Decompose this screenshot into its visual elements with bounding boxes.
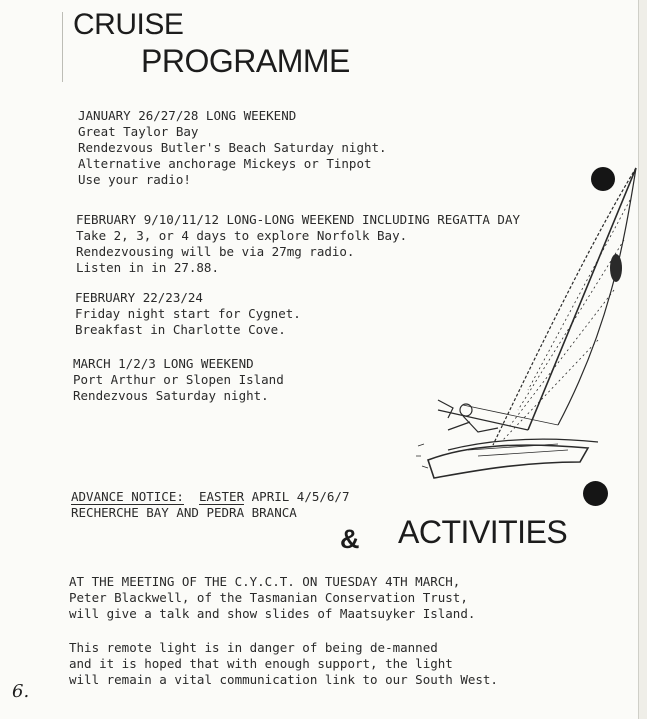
cruise-heading: FEBRUARY 22/23/24 (75, 290, 203, 305)
sail-seam (518, 240, 624, 410)
sail-seam (528, 200, 630, 390)
sail-seam (503, 340, 598, 440)
title-programme: PROGRAMME (141, 43, 350, 79)
activities-title: ACTIVITIES (398, 514, 568, 550)
cruise-line: Use your radio! (78, 172, 191, 187)
ampersand: & (340, 524, 359, 554)
sail-seam (508, 290, 614, 428)
meeting-line: AT THE MEETING OF THE C.Y.C.T. ON TUESDAY 4TH MARCH, (69, 574, 461, 589)
remote-line: and it is hoped that with enough support, the light (69, 656, 453, 671)
sail-outline (558, 168, 636, 425)
cruise-heading: MARCH 1/2/3 LONG WEEKEND (73, 356, 254, 371)
cruise-heading: FEBRUARY 9/10/11/12 LONG-LONG WEEKEND INCLUDING REGATTA DAY (76, 212, 521, 227)
cruise-line: Rendezvous Saturday night. (73, 388, 269, 403)
advance-notice-dates: APRIL 4/5/6/7 (251, 489, 350, 504)
remote-line: This remote light is in danger of being de-manned (69, 640, 438, 655)
meeting-line: will give a talk and show slides of Maatsuyker Island. (69, 606, 476, 621)
cruise-line: Breakfast in Charlotte Cove. (75, 322, 286, 337)
cruise-line: Great Taylor Bay (78, 124, 199, 139)
margin-mark (62, 12, 63, 82)
cruise-line: Take 2, 3, or 4 days to explore Norfolk Bay. (76, 228, 408, 243)
advance-notice-event: EASTER (198, 489, 245, 504)
page-number-mark: 6. (12, 681, 30, 702)
cruise-line: Alternative anchorage Mickeys or Tinpot (78, 156, 372, 171)
cruise-line: Friday night start for Cygnet. (75, 306, 301, 321)
cruise-entry-february-cygnet (75, 290, 301, 338)
advance-notice-label: ADVANCE NOTICE: (71, 489, 184, 504)
remote-line: will remain a vital communication link to our South West. (69, 672, 498, 687)
cruise-entry-march (73, 356, 284, 404)
catamaran-sketch-illustration (408, 160, 643, 500)
sail-insignia (610, 254, 622, 282)
sail-leech (493, 168, 636, 445)
cruise-entry-january (78, 108, 387, 188)
crew-body (448, 416, 498, 432)
advance-notice-location: RECHERCHE BAY AND PEDRA BRANCA (71, 505, 297, 520)
cruise-line: Port Arthur or Slopen Island (73, 372, 284, 387)
cruise-line: Rendezvous Butler's Beach Saturday night. (78, 140, 387, 155)
advance-notice (71, 489, 349, 521)
rigging-line (438, 410, 528, 430)
mast-line (528, 168, 636, 430)
remote-light-paragraph (69, 640, 498, 688)
title-cruise: CRUISE (73, 8, 184, 41)
cruise-line: Rendezvousing will be via 27mg radio. (76, 244, 355, 259)
cruise-line: Listen in in 27.88. (76, 260, 219, 275)
meeting-line: Peter Blackwell, of the Tasmanian Conservation Trust, (69, 590, 468, 605)
meeting-paragraph (69, 574, 475, 622)
splash-marks (416, 444, 428, 468)
cruise-heading: JANUARY 26/27/28 LONG WEEKEND (78, 108, 297, 123)
crew-figure (438, 400, 453, 418)
